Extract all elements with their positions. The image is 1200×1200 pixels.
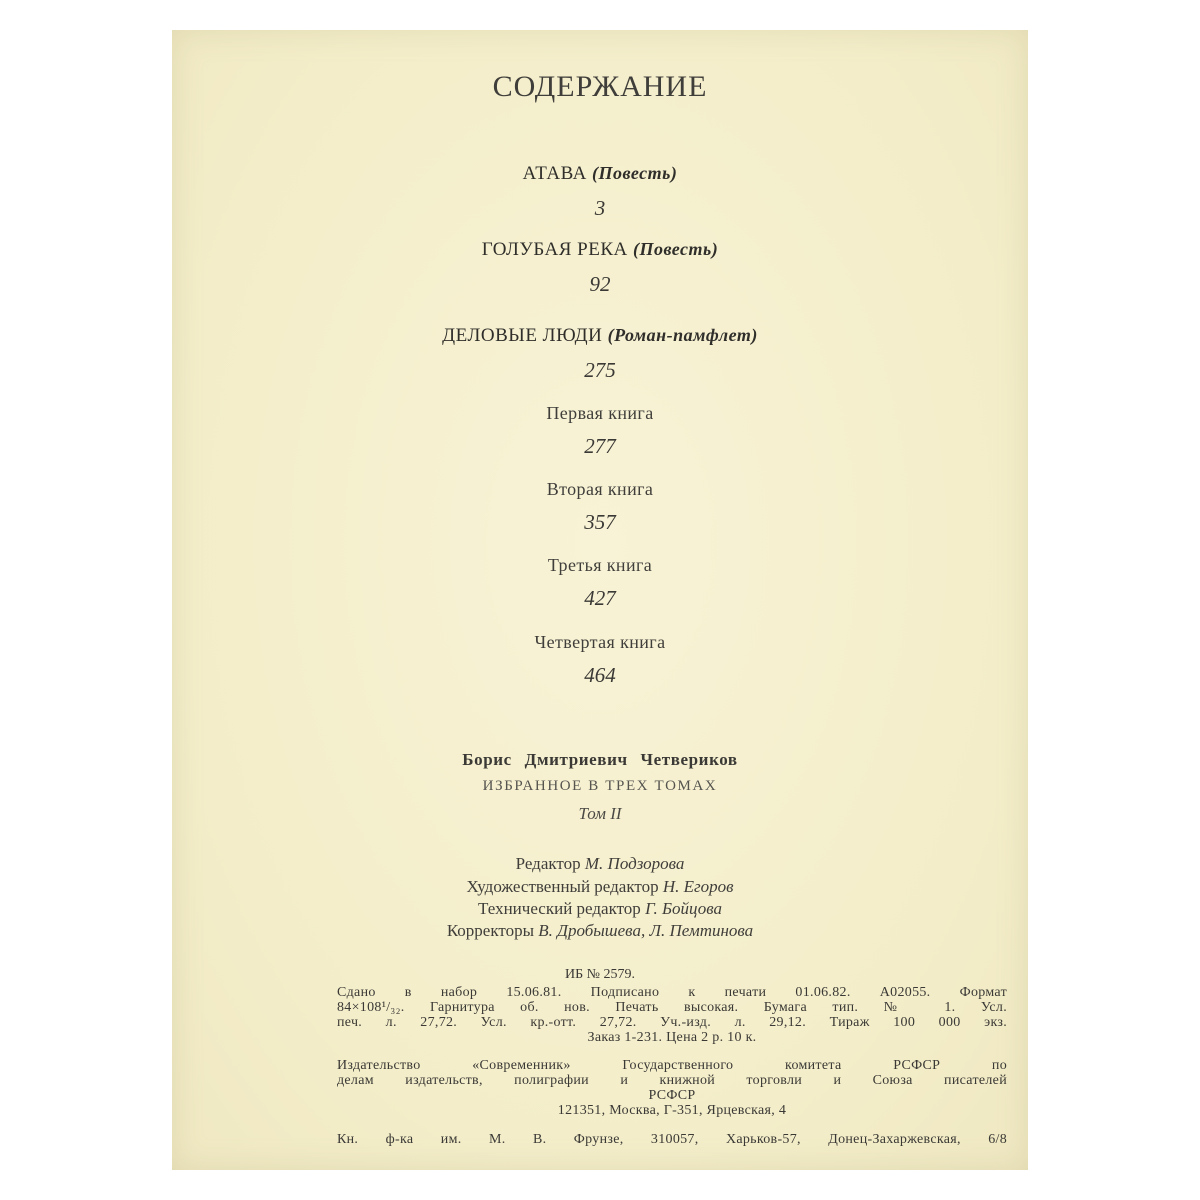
series-title: ИЗБРАННОЕ В ТРЕХ ТОМАХ xyxy=(482,778,718,794)
page-title: СОДЕРЖАНИЕ xyxy=(492,70,708,103)
credit-line: Редактор М. Подзорова xyxy=(515,854,685,873)
publisher-line: делам издательств, полиграфии и книжной торговли и Союза писателей xyxy=(337,1073,1007,1088)
toc-part-title: Вторая книга xyxy=(546,479,654,499)
print-details-line: Заказ 1-231. Цена 2 р. 10 к. xyxy=(587,1030,757,1045)
toc-entry-page: 357 xyxy=(584,510,616,534)
print-details-line: 84×108¹/₃₂. Гарнитура об. нов. Печать высокая. Бумага тип. № 1. Усл. xyxy=(337,1000,1007,1015)
toc-entry-title: ГОЛУБАЯ РЕКА (Повесть) xyxy=(481,239,719,260)
print-details-line: печ. л. 27,72. Усл. кр.-отт. 27,72. Уч.-изд. л. 29,12. Тираж 100 000 экз. xyxy=(337,1015,1007,1030)
volume-label: Том II xyxy=(578,804,622,823)
toc-part-title: Четвертая книга xyxy=(534,632,666,652)
author-name: Борис Дмитриевич Четвериков xyxy=(462,750,738,769)
book-page xyxy=(172,30,1028,1170)
toc-part-title: Третья книга xyxy=(547,555,653,575)
publisher-info xyxy=(337,1058,1007,1118)
toc-part-title: Первая книга xyxy=(546,403,654,423)
credit-line: Художественный редактор Н. Егоров xyxy=(466,877,734,896)
publisher-line: РСФСР xyxy=(648,1088,696,1103)
printer-line: Кн. ф-ка им. М. В. Фрунзе, 310057, Харьков-57, Донец-Захаржевская, 6/8 xyxy=(337,1132,1007,1147)
toc-entry-page: 277 xyxy=(584,434,616,458)
toc-entry-title: АТАВА (Повесть) xyxy=(522,163,678,184)
print-details-line: Сдано в набор 15.06.81. Подписано к печати 01.06.82. А02055. Формат xyxy=(337,985,1007,1000)
toc-entry-title: ДЕЛОВЫЕ ЛЮДИ (Роман-памфлет) xyxy=(442,325,758,346)
credit-line: Технический редактор Г. Бойцова xyxy=(478,899,722,918)
publisher-line: Издательство «Современник» Государственного комитета РСФСР по xyxy=(337,1058,1007,1073)
credit-line: Корректоры В. Дробышева, Л. Пемтинова xyxy=(446,921,754,940)
printer-info xyxy=(337,1132,1007,1147)
toc-entry-page: 92 xyxy=(589,272,611,296)
toc-entry-page: 3 xyxy=(594,196,606,220)
print-details xyxy=(337,985,1007,1045)
toc-entry-page: 464 xyxy=(584,663,616,687)
publisher-address: 121351, Москва, Г-351, Ярцевская, 4 xyxy=(557,1103,787,1118)
toc-entry-page: 275 xyxy=(584,358,616,382)
toc-entry-page: 427 xyxy=(584,586,616,610)
ib-number: ИБ № 2579. xyxy=(564,967,635,982)
